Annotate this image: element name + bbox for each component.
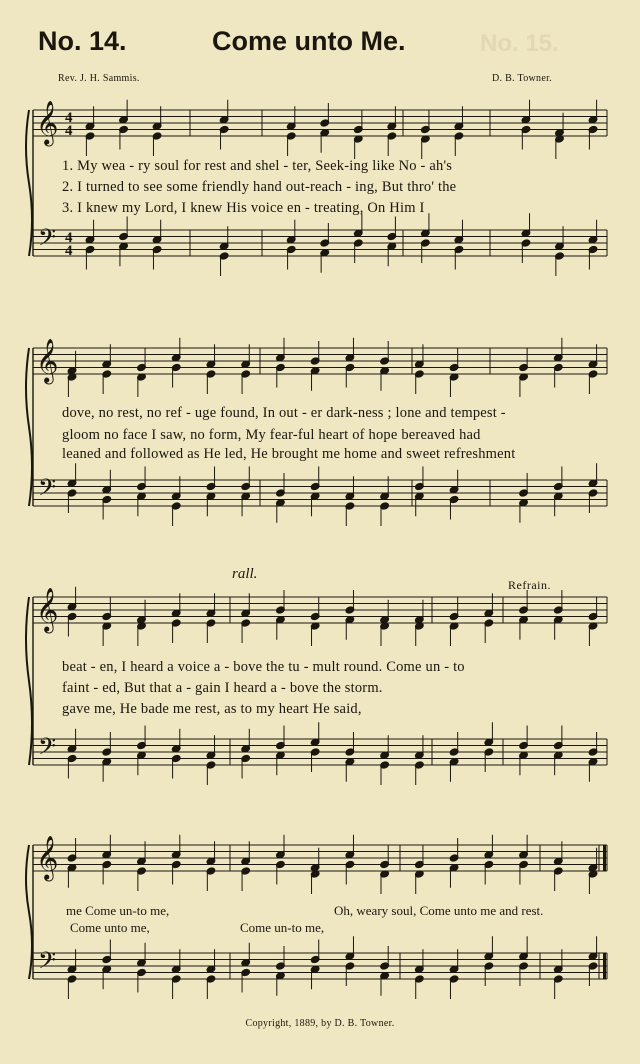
verse-3-line-1: 3. I knew my Lord, I knew His voice en - treating, On Him I [62,200,425,216]
treble-clef: 𝄞 [36,587,59,632]
hymn-title: Come unto Me. [212,26,406,56]
bass-clef: 𝄢 [38,946,57,980]
system-brace [26,845,32,979]
verse-2-line-3: faint - ed, But that a - gain I heard a - bove the storm. [62,680,383,696]
bass-clef: 𝄢 [38,473,57,507]
treble-clef: 𝄞 [36,835,59,880]
time-signature-top: 4 [65,110,73,126]
bleed-through-hymn-number: No. 15. [480,30,559,57]
verse-1-line-3: beat - en, I heard a voice a - bove the tu - mult round. Come un - to [62,659,465,675]
system-brace [26,110,32,256]
bass-clef: 𝄢 [38,223,57,257]
verse-2-line-1: 2. I turned to see some friendly hand out-reach - ing, But thro' the [62,179,457,195]
treble-clef: 𝄞 [36,338,59,383]
refrain-line-part-a: me Come un-to me, [66,903,170,918]
verse-3-line-3: gave me, He bade me rest, as to my heart He said, [62,701,362,717]
time-signature-top: 4 [65,230,73,246]
final-barline [603,953,606,979]
refrain-alto-echo-2: Come un-to me, [240,920,325,935]
refrain-marking: Refrain. [508,578,551,592]
composer-credit: D. B. Towner. [492,73,552,84]
treble-clef: 𝄞 [36,100,59,145]
refrain-line-part-b: Oh, weary soul, Come unto me and rest. [334,903,544,918]
verse-2-line-2: gloom no face I saw, no form, My fear-ful heart of hope bereaved had [62,427,481,443]
refrain-alto-echo-1: Come unto me, [70,920,150,935]
time-signature-bottom: 4 [65,243,73,259]
verse-3-line-2: leaned and followed as He led, He brought me home and sweet refreshment [62,446,516,462]
copyright-notice: Copyright, 1889, by D. B. Towner. [245,1018,395,1029]
system-brace [26,348,32,506]
verse-1-line-1: 1. My wea - ry soul for rest and shel - ter, Seek-ing like No - ah's [62,158,453,174]
lyricist-credit: Rev. J. H. Sammis. [58,73,140,84]
system-brace [26,597,32,765]
bass-clef: 𝄢 [38,732,57,766]
hymn-number: No. 14. [38,26,127,56]
verse-1-line-2: dove, no rest, no ref - uge found, In out - er dark-ness ; lone and tempest - [62,405,506,421]
time-signature-bottom: 4 [65,123,73,139]
rallentando-marking: rall. [232,566,258,582]
final-barline [603,845,606,871]
